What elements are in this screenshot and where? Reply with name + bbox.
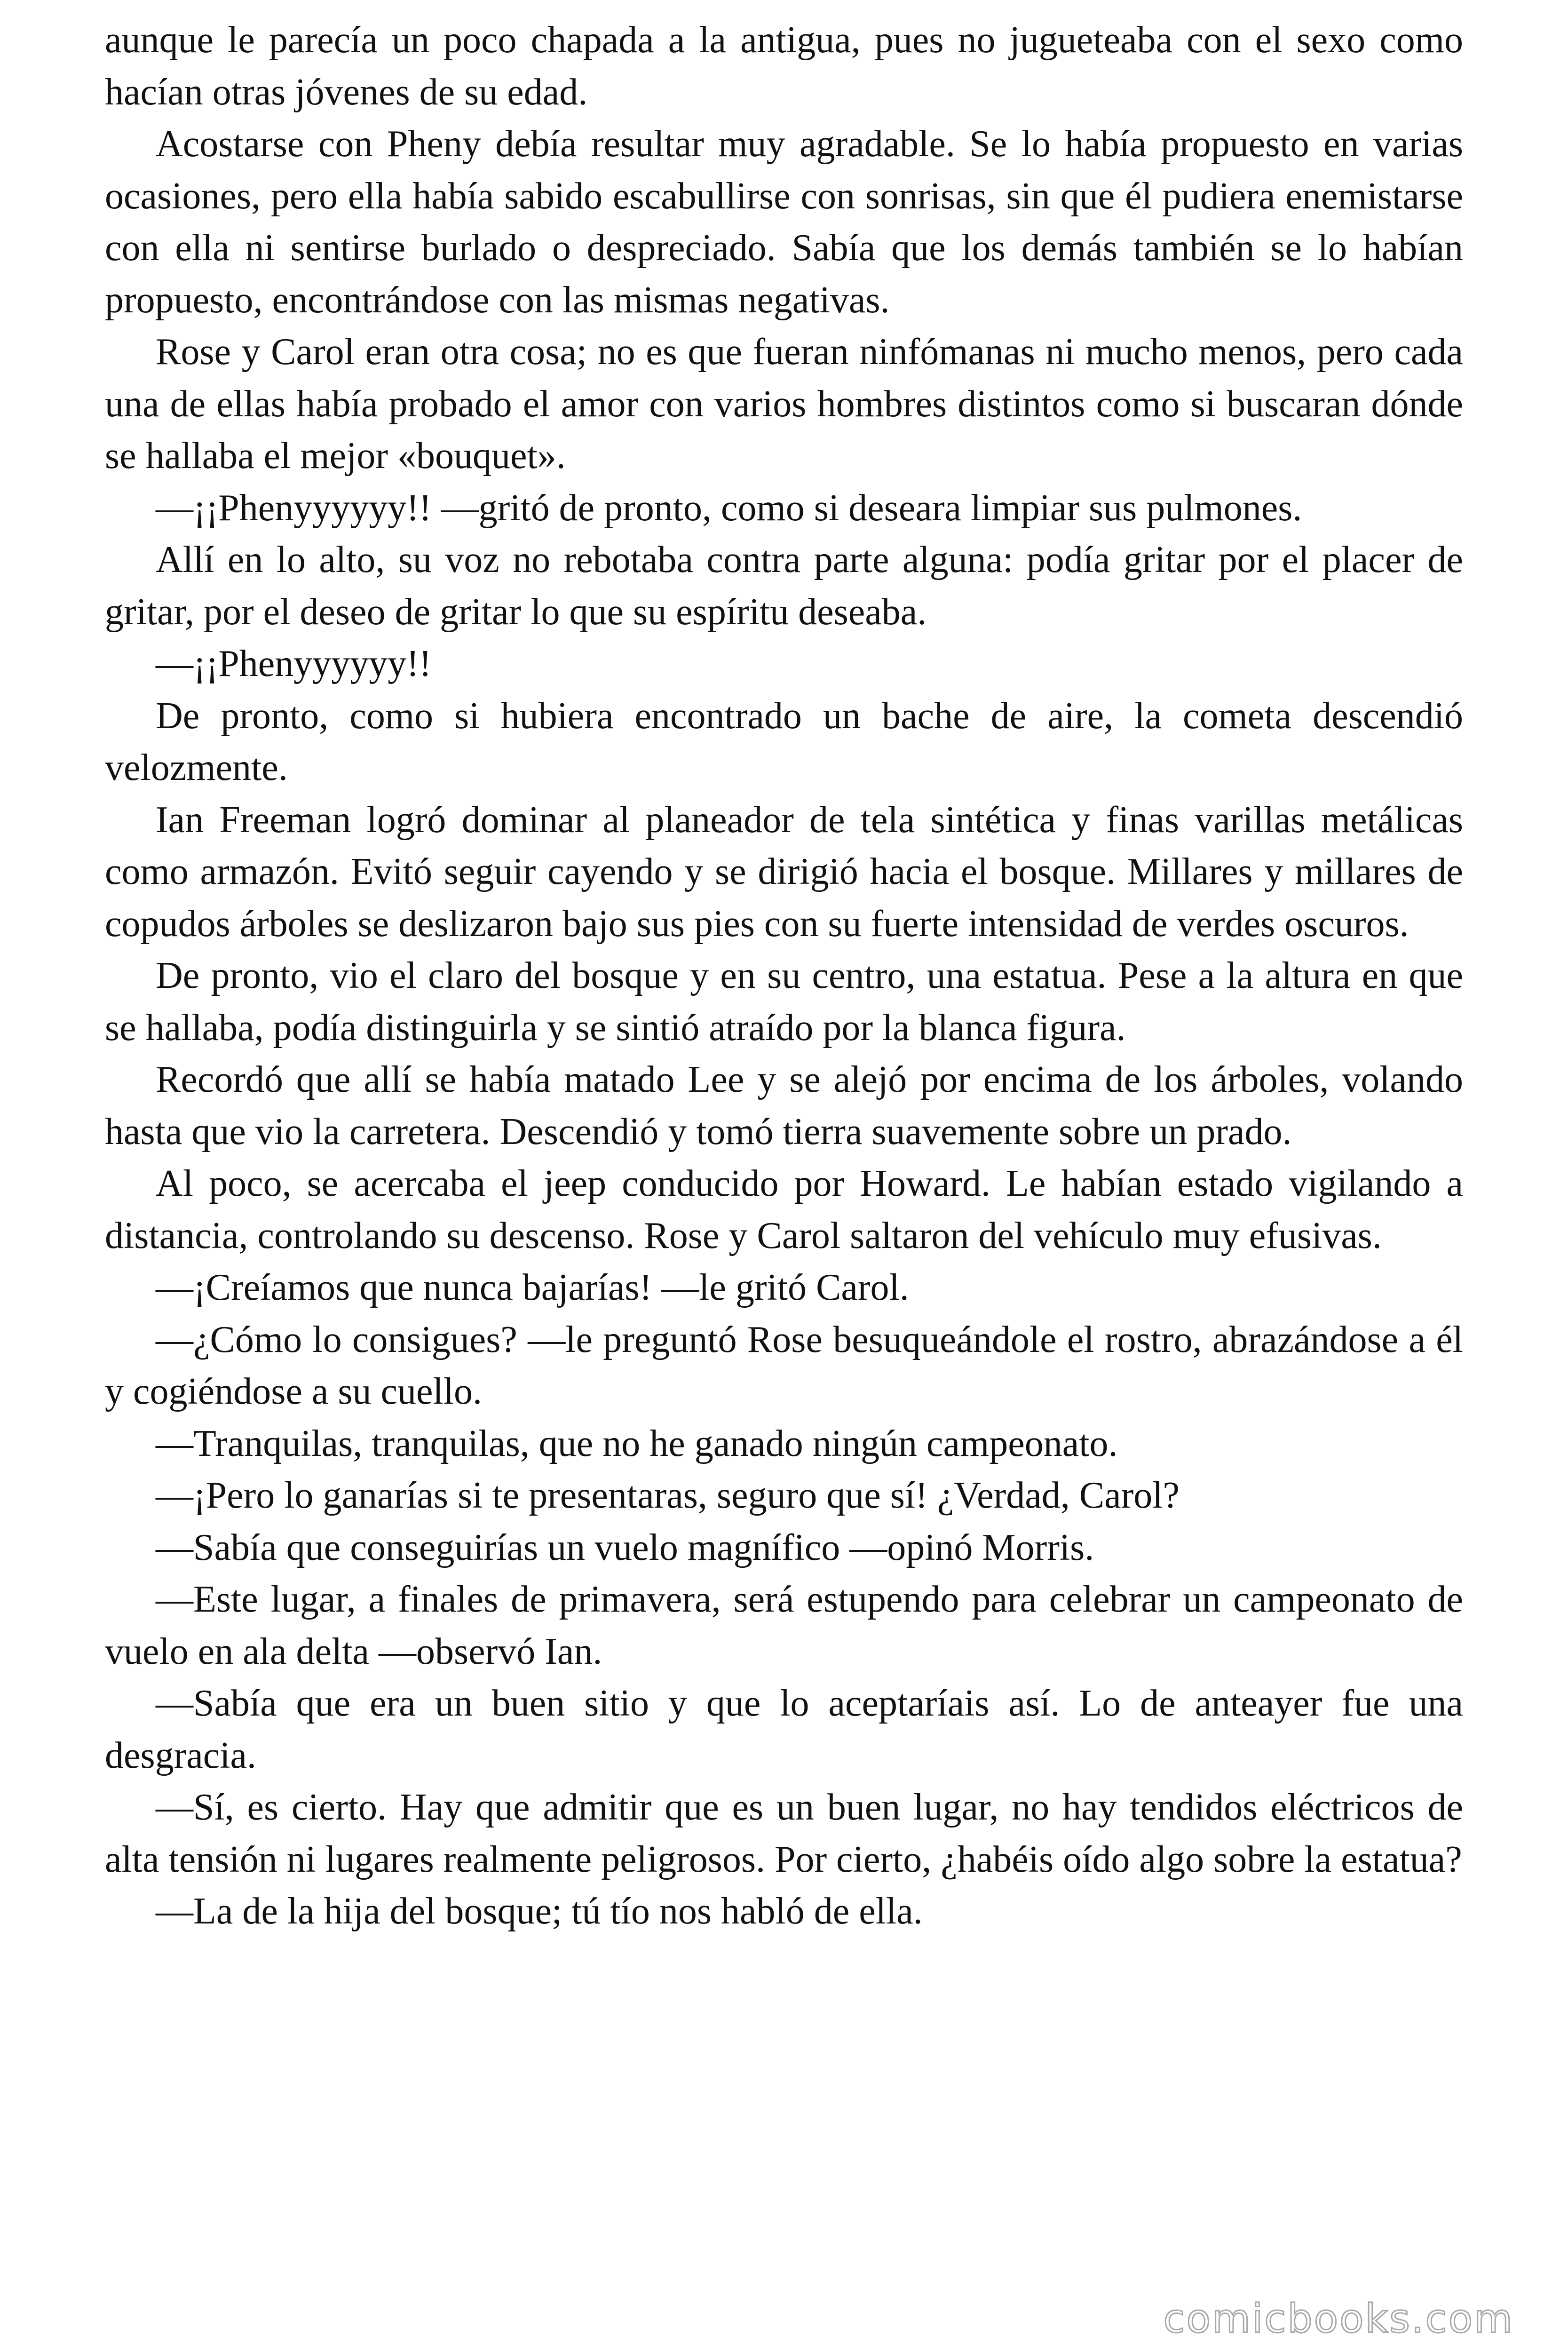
- paragraph: —¡Creíamos que nunca bajarías! —le gritó Carol.: [156, 1267, 909, 1308]
- paragraph: —Tranquilas, tranquilas, que no he ganado ningún campeonato.: [156, 1422, 1118, 1464]
- page-text-body: [105, 0, 1463, 1938]
- paragraph: Allí en lo alto, su voz no rebotaba contra parte alguna: podía gritar por el placer de gritar, por el deseo de gritar lo que su espíritu deseaba.: [105, 539, 1463, 633]
- paragraph: —Sabía que conseguirías un vuelo magnífico —opinó Morris.: [156, 1526, 1094, 1568]
- paragraph: —La de la hija del bosque; tú tío nos habló de ella.: [156, 1891, 923, 1932]
- paragraph: Acostarse con Pheny debía resultar muy agradable. Se lo había propuesto en varias ocasiones, pero ella había sabido escabullirse con sonrisas, sin que él pudiera enemistarse con ella ni sentirse burlado o despreciado. Sabía que los demás también se lo habían propuesto, encontrándose con las mismas negativas.: [105, 123, 1463, 321]
- paragraph: De pronto, como si hubiera encontrado un bache de aire, la cometa descendió velozmente.: [105, 695, 1463, 788]
- paragraph: —Sabía que era un buen sitio y que lo aceptaríais así. Lo de anteayer fue una desgracia.: [105, 1683, 1463, 1776]
- paragraph: —¡¡Phenyyyyyy!!: [156, 643, 432, 684]
- paragraph: Ian Freeman logró dominar al planeador de tela sintética y finas varillas metálicas como armazón. Evitó seguir cayendo y se dirigió hacia el bosque. Millares y millares de copudos árboles se deslizaron bajo sus pies con su fuerte intensidad de verdes oscuros.: [105, 799, 1463, 945]
- paragraph: —Este lugar, a finales de primavera, será estupendo para celebrar un campeonato de vuelo en ala delta —observó Ian.: [105, 1579, 1463, 1672]
- paragraph: Al poco, se acercaba el jeep conducido por Howard. Le habían estado vigilando a distancia, controlando su descenso. Rose y Carol saltaron del vehículo muy efusivas.: [105, 1163, 1463, 1256]
- paragraph: —¿Cómo lo consigues? —le preguntó Rose besuqueándole el rostro, abrazándose a él y cogiéndose a su cuello.: [105, 1319, 1463, 1412]
- paragraph: Recordó que allí se había matado Lee y se alejó por encima de los árboles, volando hasta que vio la carretera. Descendió y tomó tierra suavemente sobre un prado.: [105, 1059, 1463, 1152]
- watermark: comicbooks.com: [1163, 2296, 1514, 2342]
- paragraph: Rose y Carol eran otra cosa; no es que fueran ninfómanas ni mucho menos, pero cada una de ellas había probado el amor con varios hombres distintos como si buscaran dónde se hallaba el mejor «bouquet».: [105, 331, 1463, 477]
- paragraph: aunque le parecía un poco chapada a la antigua, pues no jugueteaba con el sexo como hacían otras jóvenes de su edad.: [105, 19, 1463, 113]
- paragraph: —¡Pero lo ganarías si te presentaras, seguro que sí! ¿Verdad, Carol?: [156, 1475, 1180, 1516]
- paragraph: —Sí, es cierto. Hay que admitir que es un buen lugar, no hay tendidos eléctricos de alta tensión ni lugares realmente peligrosos. Por cierto, ¿habéis oído algo sobre la estatua?: [105, 1787, 1463, 1880]
- paragraph: —¡¡Phenyyyyyy!! —gritó de pronto, como si deseara limpiar sus pulmones.: [156, 487, 1302, 529]
- paragraph: De pronto, vio el claro del bosque y en su centro, una estatua. Pese a la altura en que se hallaba, podía distinguirla y se sintió atraído por la blanca figura.: [105, 955, 1463, 1049]
